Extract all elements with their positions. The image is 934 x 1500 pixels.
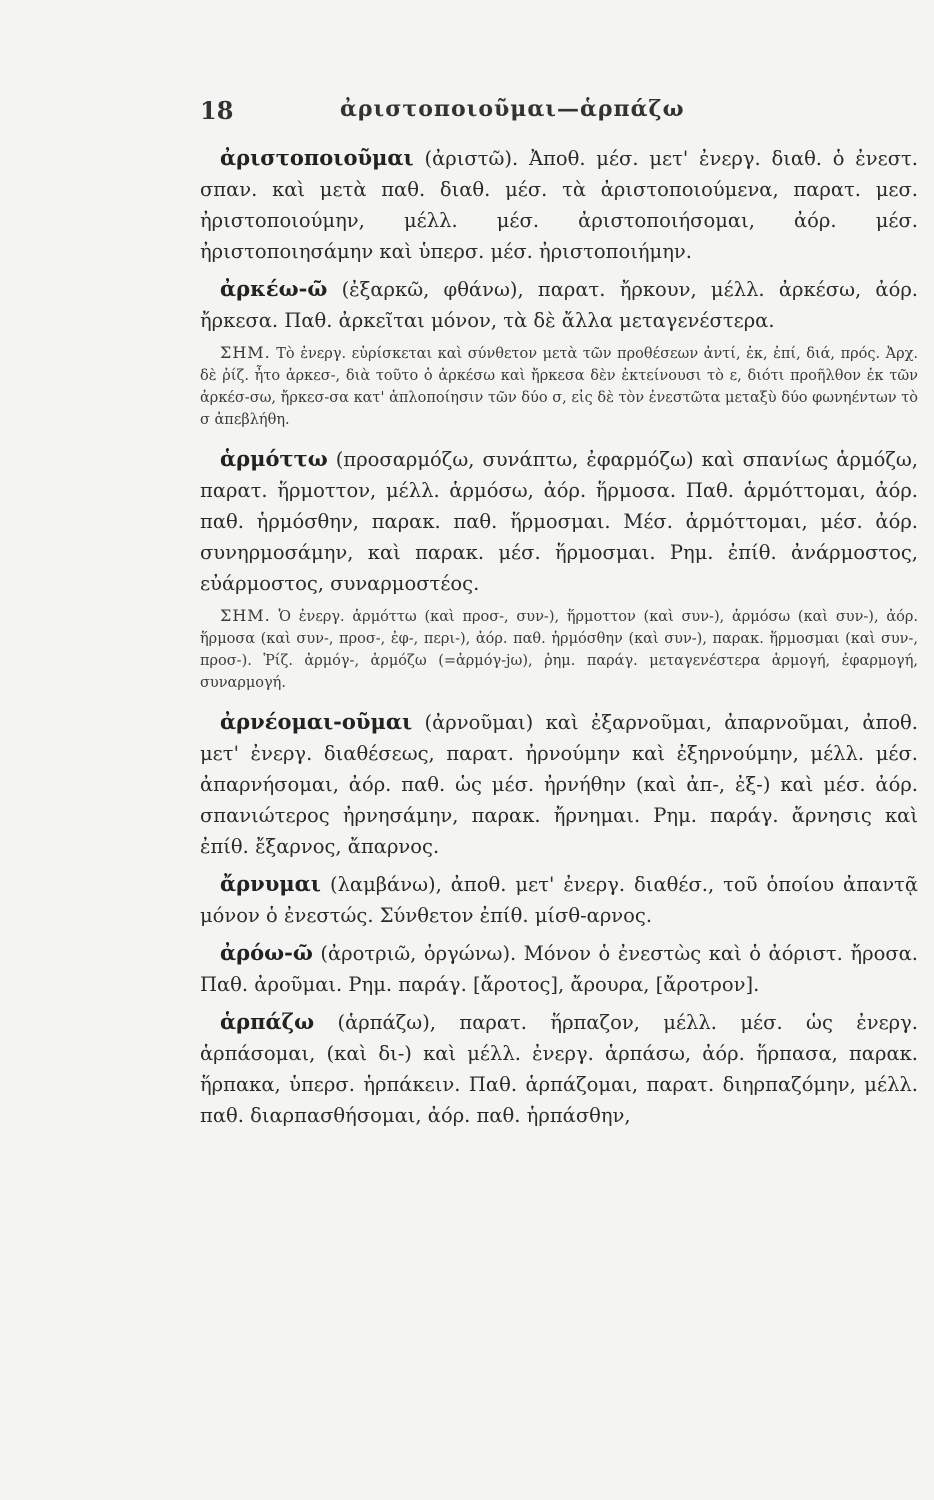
entry-note — [200, 605, 918, 694]
note-label: ΣΗΜ. — [220, 343, 271, 362]
dictionary-entry — [200, 273, 918, 336]
page-number: 18 — [200, 96, 234, 125]
note-text: Τὸ ἐνεργ. εὑρίσκεται καὶ σύνθετον μετὰ τῶν προθέσεων ἀντί, ἐκ, ἐπί, διά, πρός. Ἀρχ. δὲ ῥίζ. ἦτο ἀρκεσ-, διὰ τοῦτο ὁ ἀρκέσω καὶ ἤρκεσα δὲν ἐκτείνουσι τὸ ε, διότι προῆλθον ἐκ τῶν ἀρκέσ-σω, ἤρκεσ-σα κατ' ἁπλοποίησιν τῶν δύο σ, εἰς δὲ τὸν ἐνεστῶτα μεταξὺ δύο φωνηέντων τὸ σ ἀπεβλήθη. — [200, 346, 919, 428]
entry-body: (λαμβάνω), ἀποθ. μετ' ἐνεργ. διαθέσ., τοῦ ὁποίου ἀπαντᾷ μόνον ὁ ἐνεστώς. Σύνθετον ἐπίθ. μίσθ-αρνος. — [200, 873, 919, 927]
entry-headword: ἁρπάζω — [220, 1009, 315, 1034]
entry-body: (ἀρνοῦμαι) καὶ ἐξαρνοῦμαι, ἀπαρνοῦμαι, ἀποθ. μετ' ἐνεργ. διαθέσεως, παρατ. ἠρνούμην καὶ ἐξηρνούμην, μέλλ. μέσ. ἀπαρνήσομαι, ἀόρ. παθ. ὡς μέσ. ἠρνήθην (καὶ ἀπ-, ἐξ-) καὶ μέσ. ἀόρ. σπανιώτερος ἠρνησάμην, παρακ. ἤρνημαι. Ρημ. παράγ. ἄρνησις καὶ ἐπίθ. ἔξαρνος, ἄπαρνος. — [200, 711, 918, 858]
entry-body: (ἀροτριῶ, ὀργώνω). Μόνον ὁ ἐνεστὼς καὶ ὁ ἀόριστ. ἤροσα. Παθ. ἀροῦμαι. Ρημ. παράγ. [ἄροτος], ἄρουρα, [ἄροτρον]. — [200, 942, 918, 996]
entry-headword: ἀρόω-ῶ — [220, 940, 313, 965]
dictionary-entry — [200, 142, 918, 267]
entry-headword: ἄρνυμαι — [220, 871, 321, 896]
entry-body: (ἀριστῶ). Ἀποθ. μέσ. μετ' ἐνεργ. διαθ. ὁ ἐνεστ. σπαν. καὶ μετὰ παθ. διαθ. μέσ. τὰ ἀριστοποιούμενα, παρατ. μεσ. ἠριστοποιούμην, μέλλ. μέσ. ἀριστοποιήσομαι, ἀόρ. μέσ. ἠριστοποιησάμην καὶ ὑπερσ. μέσ. ἠριστοποιήμην. — [200, 147, 918, 263]
running-head: ἀριστοποιοῦμαι—ἁρπάζω — [340, 96, 685, 122]
note-text: Ὁ ἐνεργ. ἁρμόττω (καὶ προσ-, συν-), ἥρμοττον (καὶ συν-), ἁρμόσω (καὶ συν-), ἀόρ. ἥρμοσα (καὶ συν-, προσ-, ἐφ-, περι-), ἀόρ. παθ. ἡρμόσθην (καὶ συν-), παρακ. ἥρμοσμαι (καὶ συν-, προσ-). Ῥίζ. ἁρμόγ-, ἁρμόζω (=ἁρμόγ-jω), ῥημ. παράγ. μεταγενέστερα ἁρμογή, ἐφαρμογή, συναρμογή. — [200, 609, 918, 691]
entry-body: (ἐξαρκῶ, φθάνω), παρατ. ἤρκουν, μέλλ. ἀρκέσω, ἀόρ. ἤρκεσα. Παθ. ἀρκεῖται μόνον, τὰ δὲ ἄλλα μεταγενέστερα. — [200, 278, 918, 332]
entry-note — [200, 342, 918, 431]
entry-headword: ἀριστοποιοῦμαι — [220, 145, 414, 170]
dictionary-entry — [200, 706, 918, 862]
entry-body: (προσαρμόζω, συνάπτω, ἐφαρμόζω) καὶ σπανίως ἁρμόζω, παρατ. ἥρμοττον, μέλλ. ἁρμόσω, ἀόρ. ἥρμοσα. Παθ. ἁρμόττομαι, ἀόρ. παθ. ἡρμόσθην, παρακ. παθ. ἥρμοσμαι. Μέσ. ἁρμόττομαι, μέσ. ἀόρ. συνηρμοσάμην, καὶ παρακ. μέσ. ἥρμοσμαι. Ρημ. ἐπίθ. ἀνάρμοστος, εὐάρμοστος, συναρμοστέος. — [200, 448, 919, 595]
entry-headword: ἀρνέομαι-οῦμαι — [220, 709, 413, 734]
dictionary-entry — [200, 868, 918, 931]
entry-headword: ἀρκέω-ῶ — [220, 276, 328, 301]
entry-body: (ἁρπάζω), παρατ. ἥρπαζον, μέλλ. μέσ. ὡς ἐνεργ. ἁρπάσομαι, (καὶ δι-) καὶ μέλλ. ἐνεργ. ἁρπάσω, ἀόρ. ἥρπασα, παρακ. ἥρπακα, ὑπερσ. ἡρπάκειν. Παθ. ἁρπάζομαι, παρατ. διηρπαζόμην, μέλλ. παθ. διαρπασθήσομαι, ἀόρ. παθ. ἡρπάσθην, — [200, 1011, 919, 1127]
dictionary-entry — [200, 937, 918, 1000]
note-label: ΣΗΜ. — [220, 606, 271, 625]
entry-headword: ἁρμόττω — [220, 446, 328, 471]
dictionary-entry — [200, 1006, 918, 1131]
dictionary-entry — [200, 443, 918, 599]
page-header — [200, 96, 918, 142]
